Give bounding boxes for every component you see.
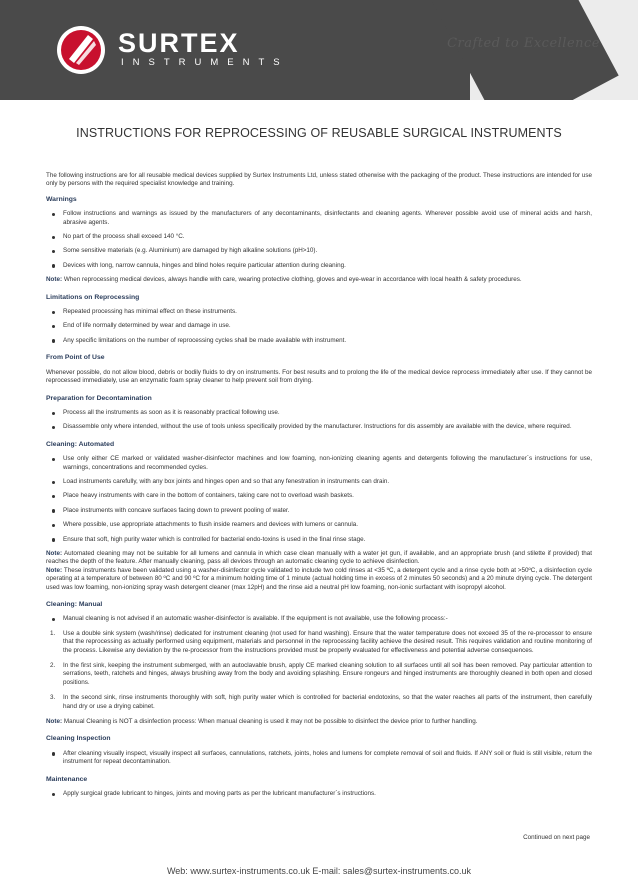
note-label: Note: bbox=[46, 276, 63, 284]
document-body bbox=[46, 172, 592, 805]
note-text: Manual Cleaning is NOT a disinfection process: When manual cleaning is used it may not be possible to disinfect the device prior to further handling. bbox=[63, 718, 478, 726]
note-label: Note: bbox=[46, 549, 63, 557]
list-item: Follow instructions and warnings as issued by the manufacturers of any decontaminants, disinfectants and cleaning agents. Wherever possible avoid use of mineral acids and harsh, abrasive agents. bbox=[46, 210, 592, 227]
list-item: Any specific limitations on the number of reprocessing cycles shall be made available with instrument. bbox=[46, 337, 592, 345]
footer-contact: Web: www.surtex-instruments.co.uk E-mail: sales@surtex-instruments.co.uk bbox=[166, 866, 472, 876]
brand-subtitle: INSTRUMENTS bbox=[121, 57, 289, 68]
list-item: No part of the process shall exceed 140 °C. bbox=[46, 233, 592, 241]
list-item: Place heavy instruments with care in the bottom of containers, taking care not to overload wash baskets. bbox=[46, 492, 592, 500]
limitations-list bbox=[46, 308, 592, 345]
list-item: Where possible, use appropriate attachments to flush inside reamers and devices with lumens or cannula. bbox=[46, 521, 592, 529]
list-item: Disassemble only where intended, without the use of tools unless specifically provided by the manufacturer. Instructions for dis assembly are available with the device, where required. bbox=[46, 423, 592, 431]
step-number: 1. bbox=[50, 629, 56, 637]
section-heading-point-of-use: From Point of Use bbox=[46, 354, 105, 362]
page-header bbox=[0, 0, 638, 100]
list-item: Apply surgical grade lubricant to hinges, joints and moving parts as per the lubricant manufacturer`s instructions. bbox=[46, 790, 592, 798]
step-number: 2. bbox=[50, 662, 56, 670]
cleaning-automated-list bbox=[46, 455, 592, 544]
list-item: After cleaning visually inspect, visually inspect all surfaces, cannulations, ratchets, joints, holes and lumens for complete removal of soil and fluids. If ANY soil or fluid is still visible, return the instrument for repeat decontamination. bbox=[46, 750, 592, 767]
note-text: These instruments have been validated using a washer-disinfector cycle validated to include two cold rinses at <35 ºC, a detergent cycle and a rinse cycle both at >50ºC, a disinfection cycle operating at a temperature of between 80 ºC and 90 ºC for a minimum holding time of 1 minute (actual holding time in excess of 2 minutes 50 seconds) and a 20 minute drying cycle. The detergent used was low foaming, non-ionizing spray wash detergent cleaner (max 12pH) and the rinse aid a neutral pH low foaming, non-ionic surfactant with isopropyl alcohol. bbox=[46, 566, 592, 591]
list-item: Manual cleaning is not advised if an automatic washer-disinfector is available. If the equipment is not available, use the following process:- bbox=[46, 615, 592, 623]
intro-paragraph: The following instructions are for all reusable medical devices supplied by Surtex Instruments Ltd, unless stated otherwise with the packaging of the product. These instructions are intended for use only by persons with the required specialist knowledge and training. bbox=[46, 172, 592, 188]
note-text: When reprocessing medical devices, always handle with care, wearing protective clothing, gloves and eye-wear in accordance with local health & safety procedures. bbox=[63, 276, 522, 284]
warnings-list bbox=[46, 210, 592, 270]
list-item: End of life normally determined by wear and damage in use. bbox=[46, 322, 592, 330]
note-label: Note: bbox=[46, 718, 63, 726]
surtex-logo-icon bbox=[56, 25, 106, 75]
section-heading-maintenance: Maintenance bbox=[46, 775, 88, 783]
list-item: Use only either CE marked or validated washer-disinfector machines and low foaming, non-ionizing cleaning agents and detergents following the manufacturer`s instructions for use, warnings, concentrations and recommended cycles. bbox=[46, 455, 592, 472]
brand-name: SURTEX bbox=[118, 28, 240, 58]
list-item: Process all the instruments as soon as it is reasonably practical following use. bbox=[46, 409, 592, 417]
step-text: Use a double sink system (wash/rinse) dedicated for instrument cleaning (not used for hand washing). Ensure that the water temperature does not exceed 35 of the re-processor to ensure that the reprocessing as actually performed using equipment, materials and personnel in the reprocessing facility achieve the desired result. This requires validation and routine monitoring of the process. Likewise any deviation by the re-processor from the instructions provided must be properly evaluated for effectiveness and potential adverse consequences. bbox=[63, 629, 592, 654]
numbered-step bbox=[46, 630, 592, 655]
warnings-note bbox=[46, 276, 592, 284]
cleaning-manual-bullet-list bbox=[46, 615, 592, 623]
maintenance-list bbox=[46, 790, 592, 798]
list-item: Devices with long, narrow cannula, hinges and blind holes require particular attention during cleaning. bbox=[46, 262, 592, 270]
note-label: Note: bbox=[46, 566, 63, 574]
numbered-step bbox=[46, 662, 592, 687]
cleaning-manual-note bbox=[46, 718, 592, 726]
numbered-step bbox=[46, 694, 592, 711]
step-number: 3. bbox=[50, 694, 56, 702]
continued-label: Continued on next page bbox=[523, 834, 590, 841]
step-text: In the second sink, rinse instruments thoroughly with soft, high purity water which is controlled for bacterial endotoxins, so that the water reaches all parts of the instrument, then carefully hand dry or use a drying cabinet. bbox=[63, 694, 592, 710]
list-item: Repeated processing has minimal effect on these instruments. bbox=[46, 308, 592, 316]
section-heading-warnings: Warnings bbox=[46, 195, 77, 203]
cleaning-automated-note-1 bbox=[46, 550, 592, 567]
section-heading-limitations: Limitations on Reprocessing bbox=[46, 293, 140, 301]
inspection-list bbox=[46, 750, 592, 767]
point-of-use-text: Whenever possible, do not allow blood, debris or bodily fluids to dry on instruments. For best results and to prolong the life of the medical device reprocess immediately after use. If they cannot be reprocessed immediately, use an enzymatic foam spray cleaner to help prevent soil from drying. bbox=[46, 368, 592, 385]
list-item: Ensure that soft, high purity water which is controlled for bacterial endo-toxins is used in the final rinse stage. bbox=[46, 536, 592, 544]
list-item: Some sensitive materials (e.g. Aluminium) are damaged by high alkaline solutions (pH>10). bbox=[46, 247, 592, 255]
section-heading-cleaning-automated: Cleaning: Automated bbox=[46, 440, 115, 448]
document-title: INSTRUCTIONS FOR REPROCESSING OF REUSABLE SURGICAL INSTRUMENTS bbox=[76, 126, 562, 140]
note-text: Automated cleaning may not be suitable for all lumens and cannula in which case clean manually with a water jet gun, if available, and an appropriate brush (and stilette if provided) that reaches the depth of the feature. After manually cleaning, pass all devices through an automatic cleaning cycle to achieve disinfection. bbox=[46, 549, 592, 566]
list-item: Load instruments carefully, with any box joints and hinges open and so that any fenestration in instruments can drain. bbox=[46, 478, 592, 486]
section-heading-preparation: Preparation for Decontamination bbox=[46, 394, 152, 402]
step-text: In the first sink, keeping the instrument submerged, with an autoclavable brush, apply CE marked cleaning solution to all surfaces until all soil has been removed. Pay particular attention to serrations, teeth, ratchets and hinges, always brushing away from the body and avoiding splashing. Ensure rongeurs and hinged instruments are thoroughly cleaned in both open and closed positions. bbox=[63, 662, 592, 686]
preparation-list bbox=[46, 409, 592, 432]
section-heading-cleaning-manual: Cleaning: Manual bbox=[46, 601, 103, 608]
cleaning-automated-note-2 bbox=[46, 567, 592, 592]
cleaning-manual-steps bbox=[46, 630, 592, 711]
brand-tagline: Crafted to Excellence bbox=[447, 36, 600, 51]
list-item: Place instruments with concave surfaces facing down to prevent pooling of water. bbox=[46, 507, 592, 515]
section-heading-inspection: Cleaning Inspection bbox=[46, 735, 111, 743]
